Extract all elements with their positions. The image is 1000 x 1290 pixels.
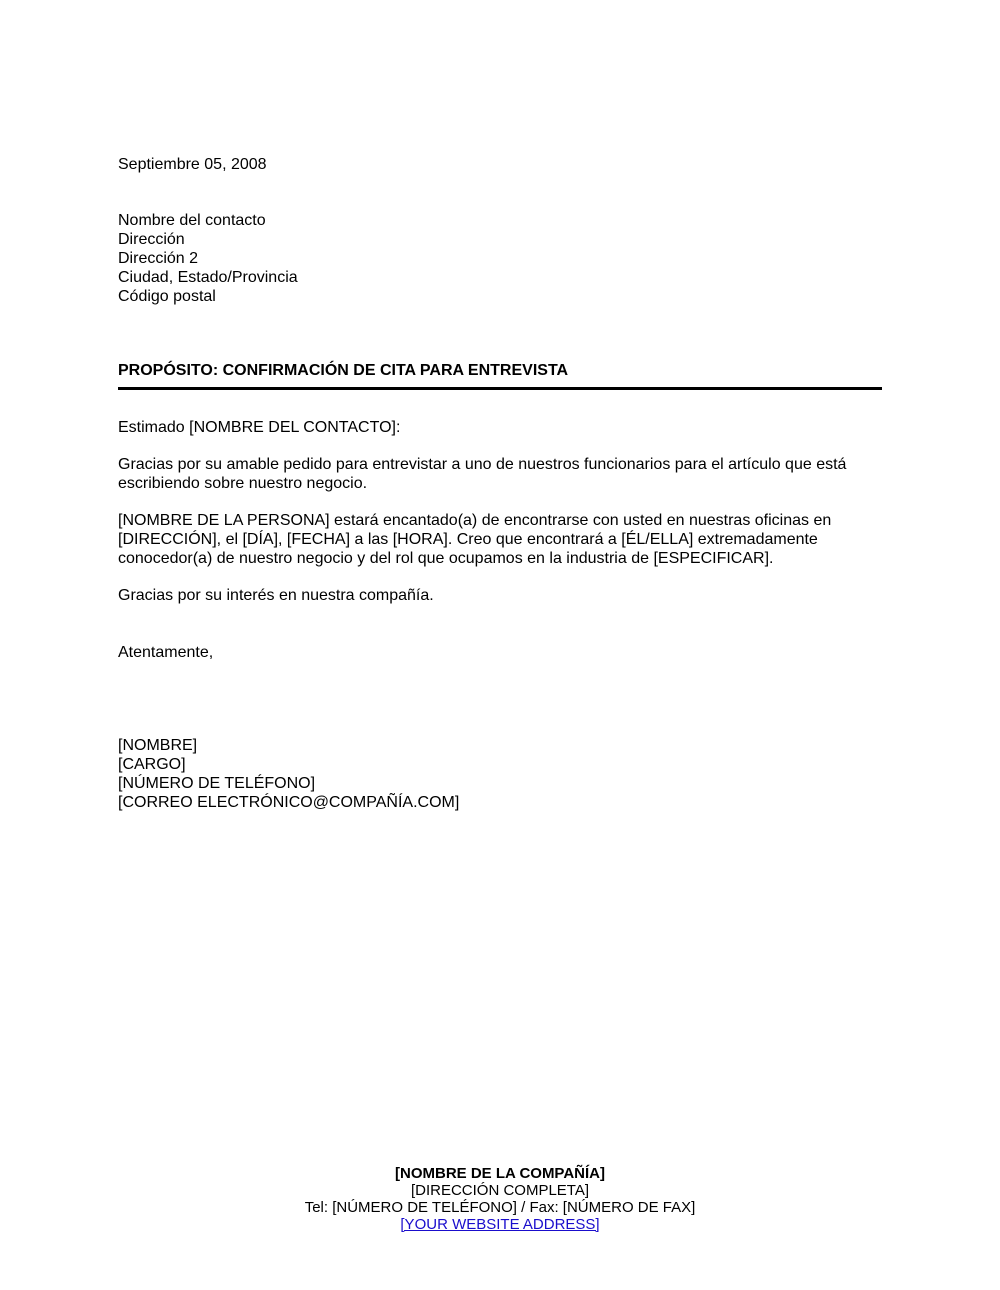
salutation: Estimado [NOMBRE DEL CONTACTO]: <box>118 419 401 436</box>
paragraph-line: escribiendo sobre nuestro negocio. <box>118 475 368 492</box>
signature-title: [CARGO] <box>118 756 186 773</box>
recipient-address-2: Dirección 2 <box>118 250 199 267</box>
signature-email: [CORREO ELECTRÓNICO@COMPAÑÍA.COM] <box>118 794 460 811</box>
paragraph-line: conocedor(a) de nuestro negocio y del rol que ocupamos en la industria de [ESPECIFICAR]. <box>118 550 774 567</box>
signature-block <box>118 736 459 812</box>
letter-date: Septiembre 05, 2008 <box>118 156 267 173</box>
paragraph-line: Gracias por su amable pedido para entrevistar a uno de nuestros funcionarios para el artículo que está <box>118 456 847 473</box>
recipient-name: Nombre del contacto <box>118 212 266 229</box>
body-paragraph-3 <box>118 586 434 605</box>
paragraph-line: [DIRECCIÓN], el [DÍA], [FECHA] a las [HORA]. Creo que encontrará a [ÉL/ELLA] extremadamente <box>118 531 818 548</box>
signature-phone: [NÚMERO DE TELÉFONO] <box>118 775 316 792</box>
body-paragraph-2 <box>118 511 888 568</box>
footer-company-name: [NOMBRE DE LA COMPAÑÍA] <box>395 1165 605 1182</box>
closing: Atentamente, <box>118 644 214 661</box>
recipient-address-block <box>118 211 298 306</box>
subject-line: PROPÓSITO: CONFIRMACIÓN DE CITA PARA ENTREVISTA <box>118 362 569 379</box>
recipient-city-state: Ciudad, Estado/Provincia <box>118 269 298 286</box>
footer-address: [DIRECCIÓN COMPLETA] <box>410 1182 590 1199</box>
letterhead-footer <box>0 1165 1000 1233</box>
footer-contact: Tel: [NÚMERO DE TELÉFONO] / Fax: [NÚMERO DE FAX] <box>304 1199 696 1216</box>
paragraph-line: Gracias por su interés en nuestra compañía. <box>118 587 434 604</box>
paragraph-line: [NOMBRE DE LA PERSONA] estará encantado(a) de encontrarse con usted en nuestras oficinas en <box>118 512 832 529</box>
footer-website-link[interactable]: [YOUR WEBSITE ADDRESS] <box>400 1216 600 1233</box>
recipient-postal-code: Código postal <box>118 288 216 305</box>
body-paragraph-1 <box>118 455 888 493</box>
signature-name: [NOMBRE] <box>118 737 198 754</box>
recipient-address-1: Dirección <box>118 231 185 248</box>
subject-divider <box>118 387 882 390</box>
